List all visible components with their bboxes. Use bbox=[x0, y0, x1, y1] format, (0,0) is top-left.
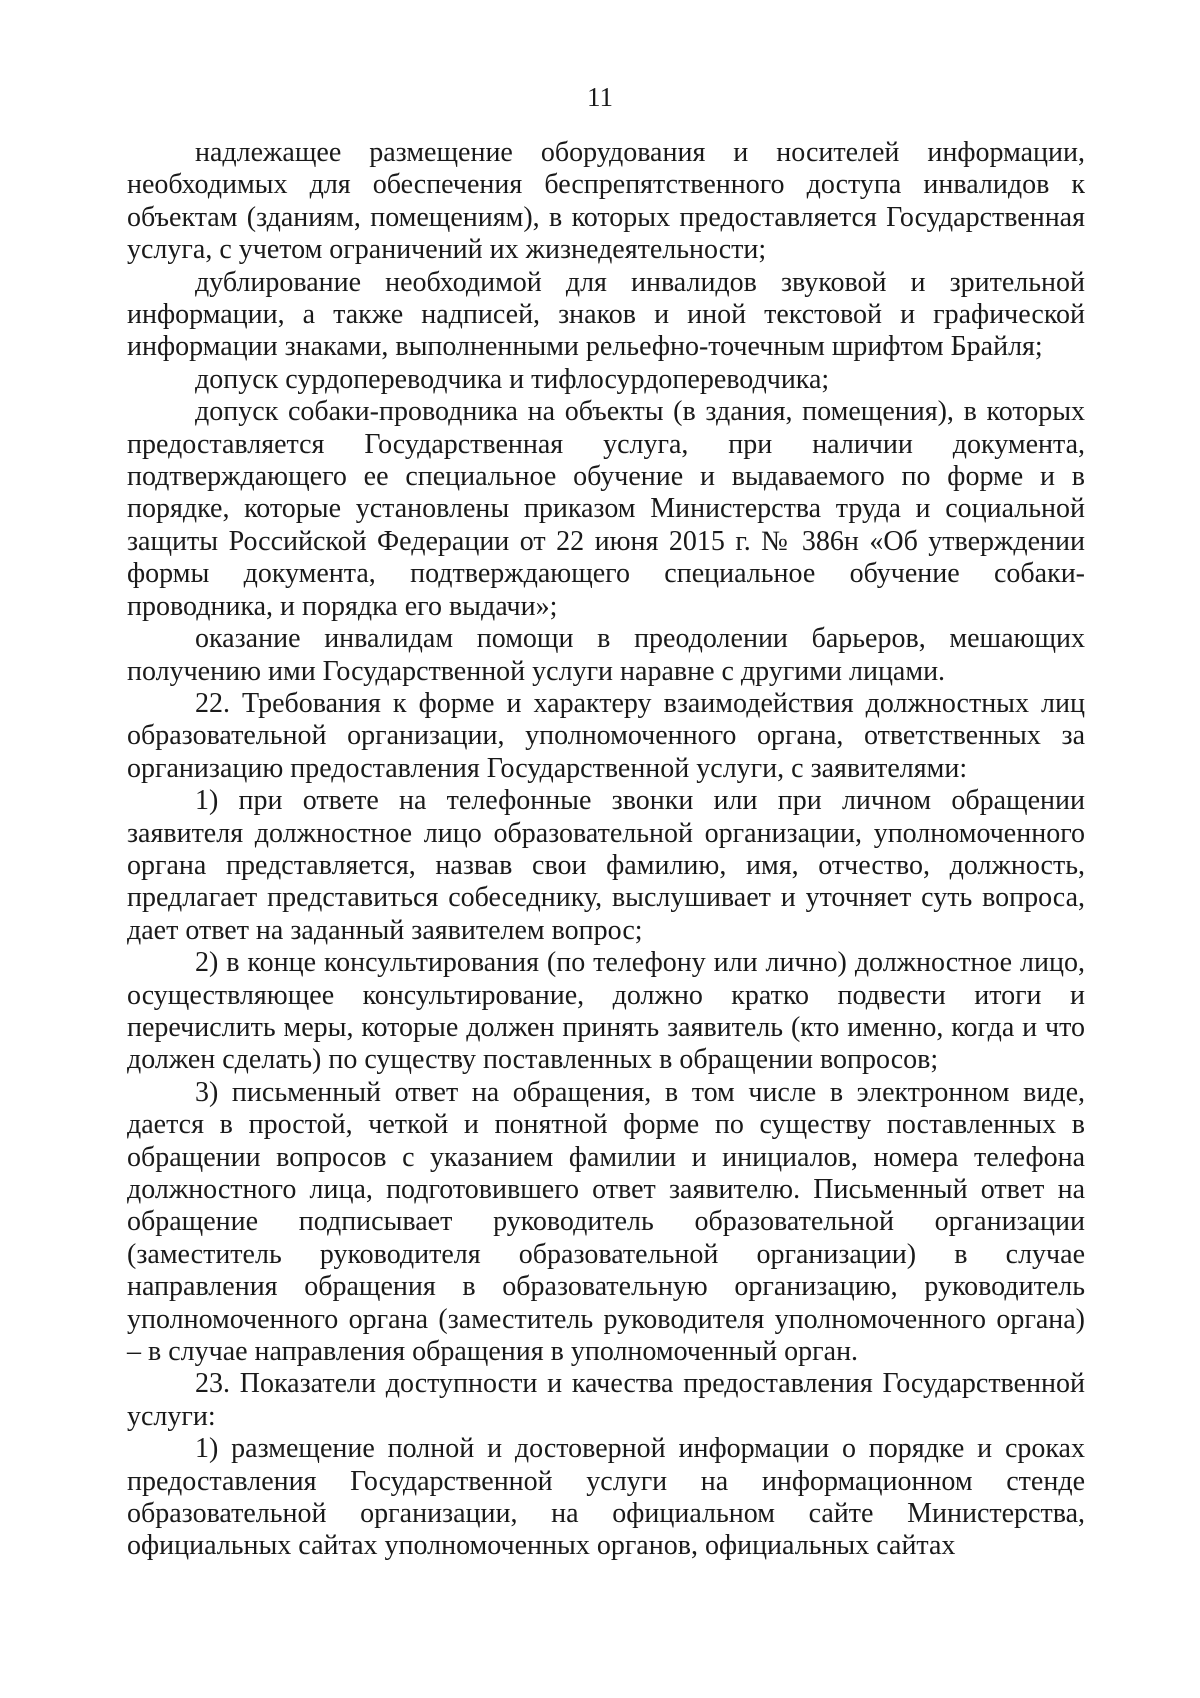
paragraph-placement-of-equipment: надлежащее размещение оборудования и носителей информации, необходимых для обеспечения беспрепятственного доступа инвалидов к объектам (зданиям, помещениям), в которых предоставляется Государственная услуга, с учетом ограничений их жизнедеятельности; bbox=[127, 137, 1085, 266]
paragraph-duplication-braille: дублирование необходимой для инвалидов звуковой и зрительной информации, а также надписей, знаков и иной текстовой и графической информации знаками, выполненными рельефно-точечным шрифтом Брайля; bbox=[127, 266, 1085, 363]
paragraph-section-23-item-1: 1) размещение полной и достоверной информации о порядке и сроках предоставления Государственной услуги на информационном стенде образовательной организации, на официальном сайте Министерства, официальных сайтах уполномоченных органов, официальных сайтах bbox=[127, 1433, 1085, 1562]
paragraph-guide-dog-admission: допуск собаки-проводника на объекты (в здания, помещения), в которых предоставляется Государственная услуга, при наличии документа, подтверждающего ее специальное обучение и выдаваемого по форме и в порядке, которые установлены приказом Министерства труда и социальной защиты Российской Федерации от 22 июня 2015 г. № 386н «Об утверждении формы документа, подтверждающего специальное обучение собаки-проводника, и порядка его выдачи»; bbox=[127, 396, 1085, 622]
paragraph-section-22-heading: 22. Требования к форме и характеру взаимодействия должностных лиц образовательной организации, уполномоченного органа, ответственных за организацию предоставления Государственной услуги, с заявителями: bbox=[127, 687, 1085, 784]
paragraph-section-22-item-2: 2) в конце консультирования (по телефону или лично) должностное лицо, осуществляющее консультирование, должно кратко подвести итоги и перечислить меры, которые должен принять заявитель (кто именно, когда и что должен сделать) по существу поставленных в обращении вопросов; bbox=[127, 947, 1085, 1076]
paragraph-section-22-item-1: 1) при ответе на телефонные звонки или при личном обращении заявителя должностное лицо образовательной организации, уполномоченного органа представляется, назвав свои фамилию, имя, отчество, должность, предлагает представиться собеседнику, выслушивает и уточняет суть вопроса, дает ответ на заданный заявителем вопрос; bbox=[127, 785, 1085, 946]
paragraph-section-23-heading: 23. Показатели доступности и качества предоставления Государственной услуги: bbox=[127, 1368, 1085, 1432]
paragraph-sign-language-interpreter: допуск сурдопереводчика и тифлосурдопереводчика; bbox=[195, 363, 830, 395]
page-number: 11 bbox=[587, 82, 613, 112]
document-body bbox=[127, 137, 1085, 1563]
paragraph-assistance-to-disabled: оказание инвалидам помощи в преодолении барьеров, мешающих получению ими Государственной услуги наравне с другими лицами. bbox=[127, 623, 1085, 687]
paragraph-section-22-item-3: 3) письменный ответ на обращения, в том числе в электронном виде, дается в простой, четкой и понятной форме по существу поставленных в обращении вопросов с указанием фамилии и инициалов, номера телефона должностного лица, подготовившего ответ заявителю. Письменный ответ на обращение подписывает руководитель образовательной организации (заместитель руководителя образовательной организации) в случае направления обращения в образовательную организацию, руководитель уполномоченного органа (заместитель руководителя уполномоченного органа) – в случае направления обращения в уполномоченный орган. bbox=[127, 1076, 1085, 1368]
